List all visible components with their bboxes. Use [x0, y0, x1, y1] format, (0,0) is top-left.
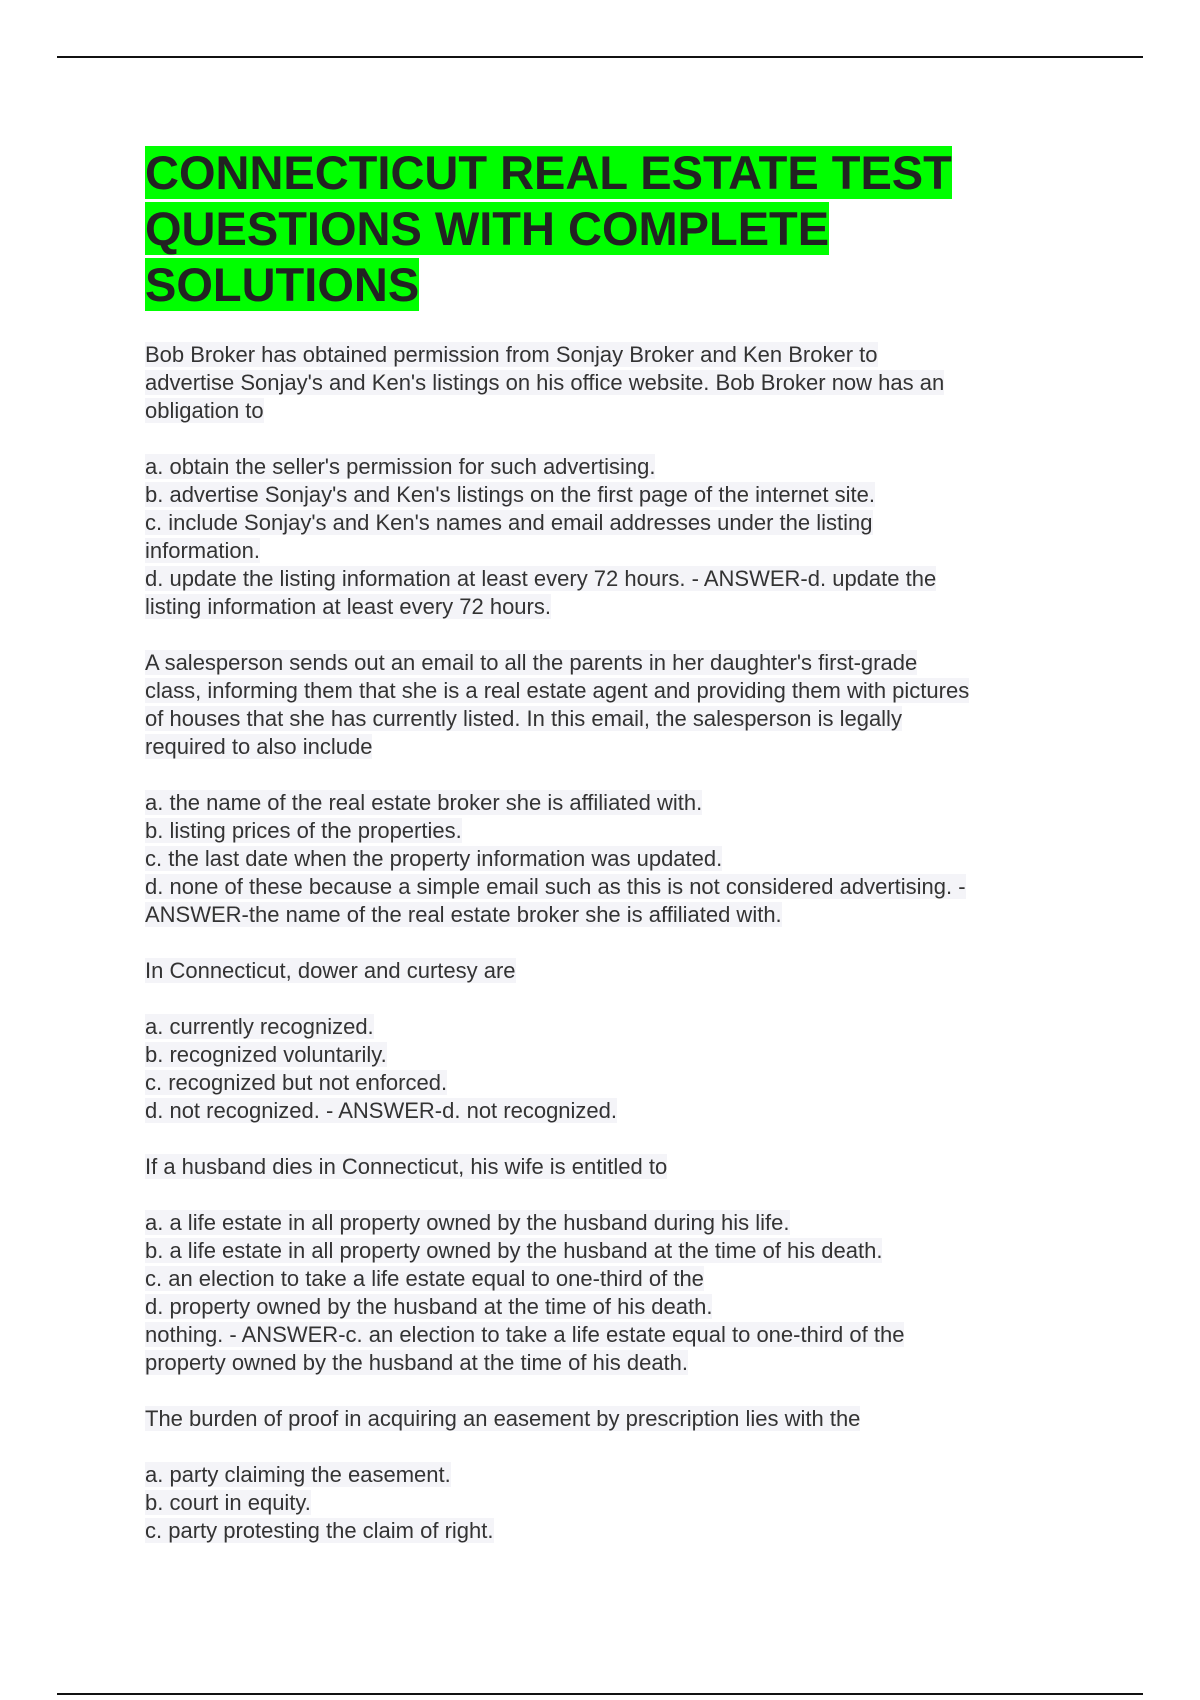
question-stem-line: required to also include — [145, 734, 373, 759]
answer-option-line: d. none of these because a simple email such as this is not considered advertising. - — [145, 874, 966, 899]
question-2 — [145, 649, 1075, 929]
question-stem-line: The burden of proof in acquiring an easement by prescription lies with the — [145, 1406, 861, 1431]
answer-option-line: nothing. - ANSWER-c. an election to take a life estate equal to one-third of the — [145, 1322, 905, 1347]
question-4 — [145, 1153, 1075, 1377]
question-stem-line: In Connecticut, dower and curtesy are — [145, 958, 516, 983]
question-stem-line: A salesperson sends out an email to all the parents in her daughter's first-grade — [145, 650, 918, 675]
answer-option-line: b. advertise Sonjay's and Ken's listings on the first page of the internet site. — [145, 482, 875, 507]
question-stem-line: of houses that she has currently listed. In this email, the salesperson is legally — [145, 706, 902, 731]
answer-option-line: a. a life estate in all property owned by the husband during his life. — [145, 1210, 790, 1235]
answer-option-line: a. the name of the real estate broker she is affiliated with. — [145, 790, 703, 815]
answer-option-line: c. party protesting the claim of right. — [145, 1518, 494, 1543]
questions-list — [145, 341, 1075, 1545]
answer-option-line: c. the last date when the property information was updated. — [145, 846, 723, 871]
question-1 — [145, 341, 1075, 621]
question-stem-line: advertise Sonjay's and Ken's listings on his office website. Bob Broker now has an — [145, 370, 945, 395]
answer-option-line: b. recognized voluntarily. — [145, 1042, 387, 1067]
question-stem-line: If a husband dies in Connecticut, his wife is entitled to — [145, 1154, 668, 1179]
question-stem-line: obligation to — [145, 398, 264, 423]
answer-option-line: a. obtain the seller's permission for such advertising. — [145, 454, 656, 479]
answer-option-line: c. an election to take a life estate equal to one-third of the — [145, 1266, 704, 1291]
title-line-3: SOLUTIONS — [145, 258, 420, 311]
answer-option-line: listing information at least every 72 hours. — [145, 594, 551, 619]
document-body — [145, 145, 1075, 1545]
answer-option-line: d. not recognized. - ANSWER-d. not recognized. — [145, 1098, 618, 1123]
answer-option-line: a. party claiming the easement. — [145, 1462, 451, 1487]
answer-option-line: information. — [145, 538, 260, 563]
answer-option-line: ANSWER-the name of the real estate broker she is affiliated with. — [145, 902, 782, 927]
answer-option-line: a. currently recognized. — [145, 1014, 374, 1039]
answer-option-line: b. listing prices of the properties. — [145, 818, 462, 843]
top-divider — [57, 56, 1143, 58]
title-line-1: CONNECTICUT REAL ESTATE TEST — [145, 146, 952, 199]
answer-option-line: d. update the listing information at least every 72 hours. - ANSWER-d. update the — [145, 566, 937, 591]
answer-option-line: c. include Sonjay's and Ken's names and email addresses under the listing — [145, 510, 873, 535]
answer-option-line: b. court in equity. — [145, 1490, 311, 1515]
question-5 — [145, 1405, 1075, 1545]
answer-option-line: c. recognized but not enforced. — [145, 1070, 448, 1095]
question-stem-line: Bob Broker has obtained permission from Sonjay Broker and Ken Broker to — [145, 342, 878, 367]
bottom-divider — [57, 1693, 1143, 1695]
question-stem-line: class, informing them that she is a real estate agent and providing them with pictures — [145, 678, 970, 703]
question-3 — [145, 957, 1075, 1125]
answer-option-line: d. property owned by the husband at the time of his death. — [145, 1294, 713, 1319]
document-title — [145, 145, 1075, 313]
answer-option-line: b. a life estate in all property owned by the husband at the time of his death. — [145, 1238, 883, 1263]
answer-option-line: property owned by the husband at the time of his death. — [145, 1350, 689, 1375]
title-line-2: QUESTIONS WITH COMPLETE — [145, 202, 830, 255]
